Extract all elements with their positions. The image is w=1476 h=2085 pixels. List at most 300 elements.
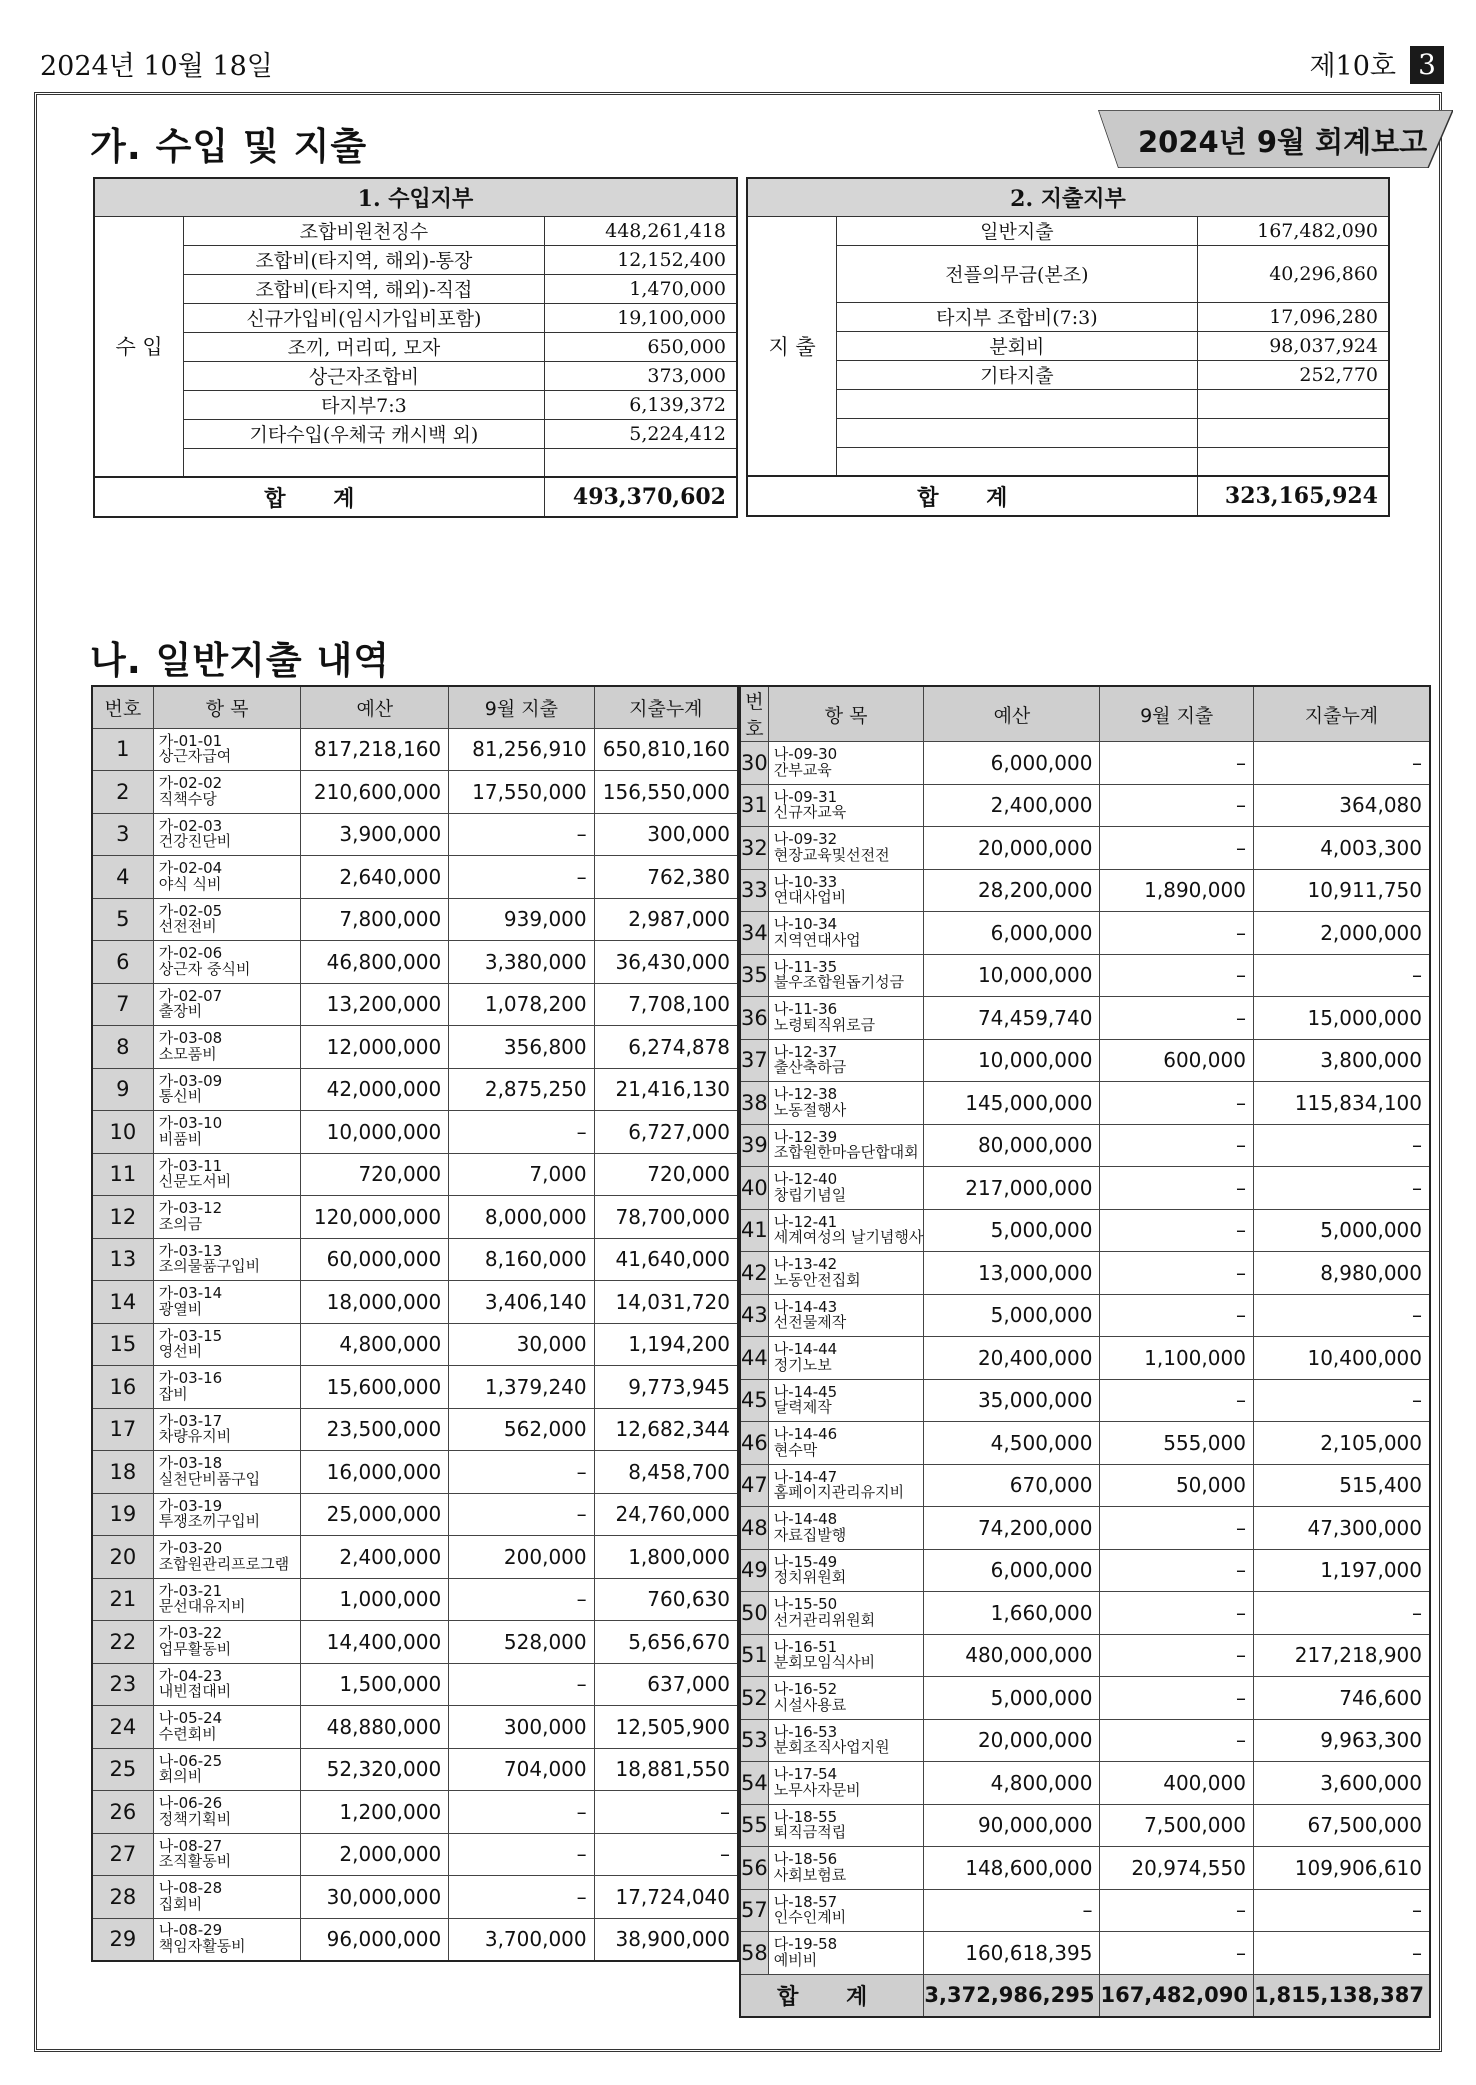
- row-number: 44: [740, 1337, 768, 1380]
- september-value: 3,380,000: [449, 941, 594, 984]
- september-value: 704,000: [449, 1748, 594, 1791]
- item-name: 통신비: [158, 1087, 203, 1106]
- budget-value: 145,000,000: [924, 1082, 1100, 1125]
- expense-row: [740, 1464, 1430, 1507]
- september-value: –: [449, 1451, 594, 1494]
- side-label: 수 입: [94, 216, 184, 477]
- item-name: 노동절행사: [773, 1100, 847, 1119]
- cumulative-value: 1,800,000: [594, 1536, 738, 1579]
- expense-row: [740, 1634, 1430, 1677]
- expense-row: [740, 869, 1430, 912]
- expense-item: [153, 1918, 301, 1961]
- item-code: 가-03-17: [158, 1411, 223, 1430]
- expense-item: [153, 1663, 301, 1706]
- column-header: 지출누계: [1253, 686, 1430, 742]
- item-name: 소모품비: [158, 1044, 217, 1063]
- expense-item: [153, 728, 301, 771]
- budget-value: 6,000,000: [924, 742, 1100, 785]
- expense-row: [740, 1549, 1430, 1592]
- expense-item: [768, 1294, 924, 1337]
- budget-value: 210,600,000: [301, 771, 449, 814]
- cumulative-value: 21,416,130: [594, 1068, 738, 1111]
- cumulative-value: 637,000: [594, 1663, 738, 1706]
- september-value: 600,000: [1100, 1039, 1253, 1082]
- budget-value: 2,000,000: [301, 1833, 449, 1876]
- income-total: 493,370,602: [544, 477, 737, 517]
- row-number: 40: [740, 1167, 768, 1210]
- item-name: 문선대유지비: [158, 1597, 246, 1616]
- september-value: 7,500,000: [1100, 1804, 1253, 1847]
- row-amount: 98,037,924: [1197, 331, 1389, 360]
- item-name: 인수인계비: [773, 1908, 847, 1927]
- row-number: 23: [92, 1663, 153, 1706]
- item-code: 나-15-49: [773, 1552, 838, 1571]
- issue-number: 제10호: [1309, 51, 1396, 82]
- expense-row: [740, 1039, 1430, 1082]
- item-code: 나-14-45: [773, 1382, 838, 1401]
- item-code: 가-03-09: [158, 1071, 223, 1090]
- expense-row: [92, 813, 738, 856]
- cumulative-value: 5,656,670: [594, 1621, 738, 1664]
- row-amount: 17,096,280: [1197, 302, 1389, 331]
- item-name: 회의비: [158, 1767, 203, 1786]
- expense-item: [768, 1464, 924, 1507]
- item-code: 나-14-46: [773, 1425, 838, 1443]
- summary-row: [94, 448, 737, 477]
- budget-value: 5,000,000: [924, 1209, 1100, 1252]
- item-code: 가-03-19: [158, 1496, 223, 1515]
- expense-row: [92, 1111, 738, 1154]
- item-code: 가-03-10: [158, 1114, 223, 1132]
- cumulative-value: 109,906,610: [1253, 1847, 1430, 1890]
- cumulative-value: 6,274,878: [594, 1026, 738, 1069]
- summary-row: [747, 331, 1389, 360]
- expense-row: [740, 1124, 1430, 1167]
- item-code: 나-11-36: [773, 1000, 838, 1018]
- september-value: 1,100,000: [1100, 1337, 1253, 1380]
- item-code: 나-10-33: [773, 872, 838, 891]
- expense-row: [92, 1026, 738, 1069]
- banner-title: 2024년 9월 회계보고: [1138, 125, 1428, 159]
- cumulative-value: 762,380: [594, 856, 738, 899]
- row-amount: [544, 448, 737, 477]
- expense-row: [92, 1238, 738, 1281]
- row-label: 일반지출: [837, 216, 1197, 245]
- september-value: 555,000: [1100, 1422, 1253, 1465]
- expense-item: [768, 1379, 924, 1422]
- budget-value: 6,000,000: [924, 912, 1100, 955]
- budget-value: 2,640,000: [301, 856, 449, 899]
- item-name: 연대사업비: [773, 888, 847, 907]
- expense-row: [740, 1932, 1430, 1975]
- expense-row: [740, 1209, 1430, 1252]
- item-code: 가-03-12: [158, 1199, 223, 1217]
- row-number: 37: [740, 1039, 768, 1082]
- row-number: 36: [740, 997, 768, 1040]
- expense-item: [768, 1932, 924, 1975]
- column-header: 9월 지출: [449, 686, 594, 728]
- item-name: 세계여성의 날기념행사: [773, 1228, 924, 1247]
- september-value: 30,000: [449, 1323, 594, 1366]
- expense-row: [92, 983, 738, 1026]
- cumulative-value: 1,194,200: [594, 1323, 738, 1366]
- expense-row: [740, 1422, 1430, 1465]
- cumulative-value: 18,881,550: [594, 1748, 738, 1791]
- budget-value: 46,800,000: [301, 941, 449, 984]
- row-number: 50: [740, 1592, 768, 1635]
- budget-value: 148,600,000: [924, 1847, 1100, 1890]
- row-amount: 167,482,090: [1197, 216, 1389, 245]
- row-number: 30: [740, 742, 768, 785]
- row-number: 6: [92, 941, 153, 984]
- expense-item: [153, 898, 301, 941]
- item-name: 선전물제작: [773, 1313, 847, 1332]
- expense-item: [768, 827, 924, 870]
- item-name: 정책기획비: [158, 1809, 232, 1828]
- september-value: –: [1100, 1294, 1253, 1337]
- row-label: [837, 389, 1197, 418]
- cumulative-value: –: [1253, 1167, 1430, 1210]
- row-amount: [1197, 418, 1389, 447]
- expense-row: [92, 1451, 738, 1494]
- column-header: 번호: [92, 686, 153, 728]
- budget-value: –: [924, 1889, 1100, 1932]
- masthead: [40, 44, 1444, 90]
- item-code: 나-08-29: [158, 1921, 223, 1940]
- cumulative-value: 17,724,040: [594, 1876, 738, 1919]
- expense-item: [153, 941, 301, 984]
- budget-value: 96,000,000: [301, 1918, 449, 1961]
- expense-item: [768, 1167, 924, 1210]
- summary-row: [94, 390, 737, 419]
- expense-row: [92, 1153, 738, 1196]
- expense-row: [740, 1082, 1430, 1125]
- expense-row: [92, 1918, 738, 1961]
- item-code: 나-14-44: [773, 1340, 838, 1358]
- cumulative-value: 364,080: [1253, 784, 1430, 827]
- row-number: 52: [740, 1677, 768, 1720]
- item-code: 가-03-14: [158, 1284, 223, 1302]
- item-name: 조의물품구입비: [158, 1257, 261, 1276]
- income-table: [93, 177, 738, 518]
- budget-value: 52,320,000: [301, 1748, 449, 1791]
- item-name: 투쟁조끼구입비: [158, 1512, 261, 1531]
- september-value: –: [449, 856, 594, 899]
- row-number: 33: [740, 869, 768, 912]
- september-value: –: [1100, 1677, 1253, 1720]
- budget-value: 48,880,000: [301, 1706, 449, 1749]
- september-value: 7,000: [449, 1153, 594, 1196]
- item-code: 나-06-25: [158, 1751, 223, 1770]
- expense-row: [740, 1889, 1430, 1932]
- row-number: 58: [740, 1932, 768, 1975]
- item-name: 창립기념일: [773, 1185, 847, 1204]
- row-number: 34: [740, 912, 768, 955]
- general-expense-table-right: [739, 685, 1431, 2018]
- september-value: –: [449, 1876, 594, 1919]
- item-name: 차량유지비: [158, 1427, 232, 1446]
- budget-value: 10,000,000: [924, 1039, 1100, 1082]
- row-number: 56: [740, 1847, 768, 1890]
- september-value: –: [1100, 1889, 1253, 1932]
- september-value: –: [1100, 1634, 1253, 1677]
- september-value: 1,890,000: [1100, 869, 1253, 912]
- expense-item: [153, 983, 301, 1026]
- september-value: –: [1100, 1379, 1253, 1422]
- expense-item: [768, 1209, 924, 1252]
- expense-item: [768, 742, 924, 785]
- expense-item: [768, 1124, 924, 1167]
- september-value: –: [449, 1578, 594, 1621]
- summary-row: [94, 361, 737, 390]
- budget-value: 30,000,000: [301, 1876, 449, 1919]
- budget-value: 7,800,000: [301, 898, 449, 941]
- cumulative-value: –: [1253, 1379, 1430, 1422]
- september-value: –: [1100, 742, 1253, 785]
- row-number: 38: [740, 1082, 768, 1125]
- september-value: 8,000,000: [449, 1196, 594, 1239]
- expense-item: [768, 997, 924, 1040]
- item-name: 간부교육: [773, 760, 832, 779]
- row-number: 11: [92, 1153, 153, 1196]
- row-number: 14: [92, 1281, 153, 1324]
- expense-total: 323,165,924: [1197, 476, 1389, 516]
- expense-item: [768, 1337, 924, 1380]
- item-name: 예비비: [773, 1950, 818, 1969]
- expense-row: [92, 1323, 738, 1366]
- budget-value: 23,500,000: [301, 1408, 449, 1451]
- expense-row: [740, 1167, 1430, 1210]
- september-value: 400,000: [1100, 1762, 1253, 1805]
- expense-sum-label: 합 계: [740, 1974, 924, 2017]
- row-amount: [1197, 447, 1389, 476]
- september-value: –: [1100, 1252, 1253, 1295]
- expense-item: [768, 1762, 924, 1805]
- expense-item: [768, 1847, 924, 1890]
- item-code: 나-17-54: [773, 1765, 838, 1783]
- row-number: 42: [740, 1252, 768, 1295]
- expense-row: [740, 1592, 1430, 1635]
- item-name: 출장비: [158, 1002, 203, 1021]
- row-number: 29: [92, 1918, 153, 1961]
- budget-value: 2,400,000: [301, 1536, 449, 1579]
- expense-item: [153, 1451, 301, 1494]
- expense-row: [740, 997, 1430, 1040]
- column-header: 예산: [924, 686, 1100, 742]
- row-label: 조합비원천징수: [184, 216, 544, 245]
- item-name: 분회모임식사비: [773, 1653, 876, 1672]
- item-name: 신규자교육: [773, 803, 847, 822]
- row-label: 타지부 조합비(7:3): [837, 302, 1197, 331]
- september-value: 50,000: [1100, 1464, 1253, 1507]
- summary-row: [747, 447, 1389, 476]
- row-number: 22: [92, 1621, 153, 1664]
- column-header: 항 목: [153, 686, 301, 728]
- expense-item: [153, 1833, 301, 1876]
- row-number: 49: [740, 1549, 768, 1592]
- row-number: 15: [92, 1323, 153, 1366]
- item-name: 잡비: [158, 1384, 188, 1403]
- item-name: 홈페이지관리유지비: [773, 1483, 905, 1502]
- item-code: 가-03-13: [158, 1241, 223, 1260]
- expense-item: [153, 1578, 301, 1621]
- budget-value: 4,800,000: [301, 1323, 449, 1366]
- row-number: 7: [92, 983, 153, 1026]
- row-number: 41: [740, 1209, 768, 1252]
- cumulative-value: 7,708,100: [594, 983, 738, 1026]
- expense-row: [740, 954, 1430, 997]
- row-number: 35: [740, 954, 768, 997]
- budget-value: 670,000: [924, 1464, 1100, 1507]
- september-value: –: [449, 1833, 594, 1876]
- row-number: 51: [740, 1634, 768, 1677]
- expense-row: [92, 771, 738, 814]
- expense-row: [92, 1748, 738, 1791]
- september-value: –: [1100, 1124, 1253, 1167]
- september-value: 17,550,000: [449, 771, 594, 814]
- expense-item: [153, 1748, 301, 1791]
- row-number: 28: [92, 1876, 153, 1919]
- summary-row: [94, 303, 737, 332]
- budget-value: 90,000,000: [924, 1804, 1100, 1847]
- item-name: 선전전비: [158, 917, 217, 936]
- row-number: 17: [92, 1408, 153, 1451]
- expense-row: [92, 1366, 738, 1409]
- cumulative-value: 2,000,000: [1253, 912, 1430, 955]
- row-amount: 650,000: [544, 332, 737, 361]
- row-number: 1: [92, 728, 153, 771]
- item-name: 불우조합원돕기성금: [773, 973, 905, 992]
- item-name: 수련회비: [158, 1724, 217, 1743]
- expense-row: [92, 1706, 738, 1749]
- issue-date: 2024년 10월 18일: [40, 51, 273, 82]
- section-a-heading: 가. 수입 및 지출: [90, 125, 368, 168]
- row-number: 12: [92, 1196, 153, 1239]
- item-code: 나-14-43: [773, 1297, 838, 1316]
- expense-row: [92, 1663, 738, 1706]
- item-code: 가-03-18: [158, 1454, 223, 1472]
- september-value: 8,160,000: [449, 1238, 594, 1281]
- expense-row: [740, 1379, 1430, 1422]
- item-code: 가-03-21: [158, 1581, 223, 1600]
- expense-row: [740, 1252, 1430, 1295]
- cumulative-value: 515,400: [1253, 1464, 1430, 1507]
- cumulative-value: 9,773,945: [594, 1366, 738, 1409]
- september-value: –: [1100, 1209, 1253, 1252]
- summary-row: [94, 332, 737, 361]
- september-value: 3,406,140: [449, 1281, 594, 1324]
- expense-item: [768, 784, 924, 827]
- page-number: 3: [1410, 46, 1444, 84]
- expense-row: [740, 1804, 1430, 1847]
- summary-row: [94, 419, 737, 448]
- cumulative-value: 1,197,000: [1253, 1549, 1430, 1592]
- expense-row: [740, 1762, 1430, 1805]
- expense-item: [768, 1592, 924, 1635]
- september-value: –: [1100, 1167, 1253, 1210]
- expense-row: [740, 1337, 1430, 1380]
- item-code: 나-15-50: [773, 1595, 838, 1613]
- budget-value: 20,400,000: [924, 1337, 1100, 1380]
- item-code: 나-16-52: [773, 1680, 838, 1698]
- item-code: 나-10-34: [773, 915, 838, 933]
- item-name: 정치위원회: [773, 1568, 847, 1587]
- september-value: 939,000: [449, 898, 594, 941]
- item-name: 야식 식비: [158, 874, 222, 893]
- item-code: 나-12-39: [773, 1127, 838, 1146]
- row-number: 25: [92, 1748, 153, 1791]
- item-code: 가-03-22: [158, 1624, 223, 1642]
- expense-item: [153, 1408, 301, 1451]
- expense-row: [92, 1493, 738, 1536]
- budget-value: 5,000,000: [924, 1294, 1100, 1337]
- september-value: 562,000: [449, 1408, 594, 1451]
- item-name: 실천단비품구입: [158, 1469, 261, 1488]
- row-amount: 40,296,860: [1197, 245, 1389, 302]
- cumulative-value: 217,218,900: [1253, 1634, 1430, 1677]
- row-label: 분회비: [837, 331, 1197, 360]
- budget-value: 1,000,000: [301, 1578, 449, 1621]
- cumulative-value: 12,505,900: [594, 1706, 738, 1749]
- item-name: 현수막: [773, 1440, 818, 1459]
- column-header: 예산: [301, 686, 449, 728]
- item-name: 영선비: [158, 1342, 203, 1361]
- expense-row: [92, 1068, 738, 1111]
- budget-value: 4,500,000: [924, 1422, 1100, 1465]
- item-name: 건강진단비: [158, 832, 232, 851]
- summary-row: [94, 216, 737, 245]
- item-code: 나-18-56: [773, 1850, 838, 1868]
- september-value: 356,800: [449, 1026, 594, 1069]
- row-number: 54: [740, 1762, 768, 1805]
- income-header: 1. 수입지부: [94, 178, 737, 216]
- summary-row: [94, 274, 737, 303]
- row-amount: 6,139,372: [544, 390, 737, 419]
- item-name: 지역연대사업: [773, 930, 861, 949]
- item-name: 조의금: [158, 1214, 203, 1233]
- budget-value: 15,600,000: [301, 1366, 449, 1409]
- expense-item: [768, 869, 924, 912]
- row-label: 기타수입(우체국 캐시백 외): [184, 419, 544, 448]
- row-number: 57: [740, 1889, 768, 1932]
- expense-item: [153, 1153, 301, 1196]
- september-value: 81,256,910: [449, 728, 594, 771]
- row-number: 4: [92, 856, 153, 899]
- expense-row: [740, 742, 1430, 785]
- item-code: 가-03-11: [158, 1156, 223, 1175]
- item-code: 나-11-35: [773, 957, 838, 976]
- september-value: –: [1100, 1549, 1253, 1592]
- row-amount: 373,000: [544, 361, 737, 390]
- item-name: 내빈접대비: [158, 1682, 232, 1701]
- september-value: 3,700,000: [449, 1918, 594, 1961]
- expense-row: [740, 827, 1430, 870]
- cumulative-value: 36,430,000: [594, 941, 738, 984]
- item-code: 나-12-38: [773, 1085, 838, 1103]
- summary-row: [747, 418, 1389, 447]
- section-b-heading: 나. 일반지출 내역: [90, 639, 391, 682]
- item-code: 다-19-58: [773, 1935, 838, 1953]
- expense-item: [768, 1252, 924, 1295]
- item-code: 가-02-03: [158, 816, 223, 835]
- row-number: 3: [92, 813, 153, 856]
- budget-value: 74,200,000: [924, 1507, 1100, 1550]
- cumulative-value: –: [1253, 1889, 1430, 1932]
- row-label: 신규가입비(임시가입비포함): [184, 303, 544, 332]
- expense-item: [768, 954, 924, 997]
- expense-row: [92, 941, 738, 984]
- item-name: 책임자활동비: [158, 1937, 246, 1955]
